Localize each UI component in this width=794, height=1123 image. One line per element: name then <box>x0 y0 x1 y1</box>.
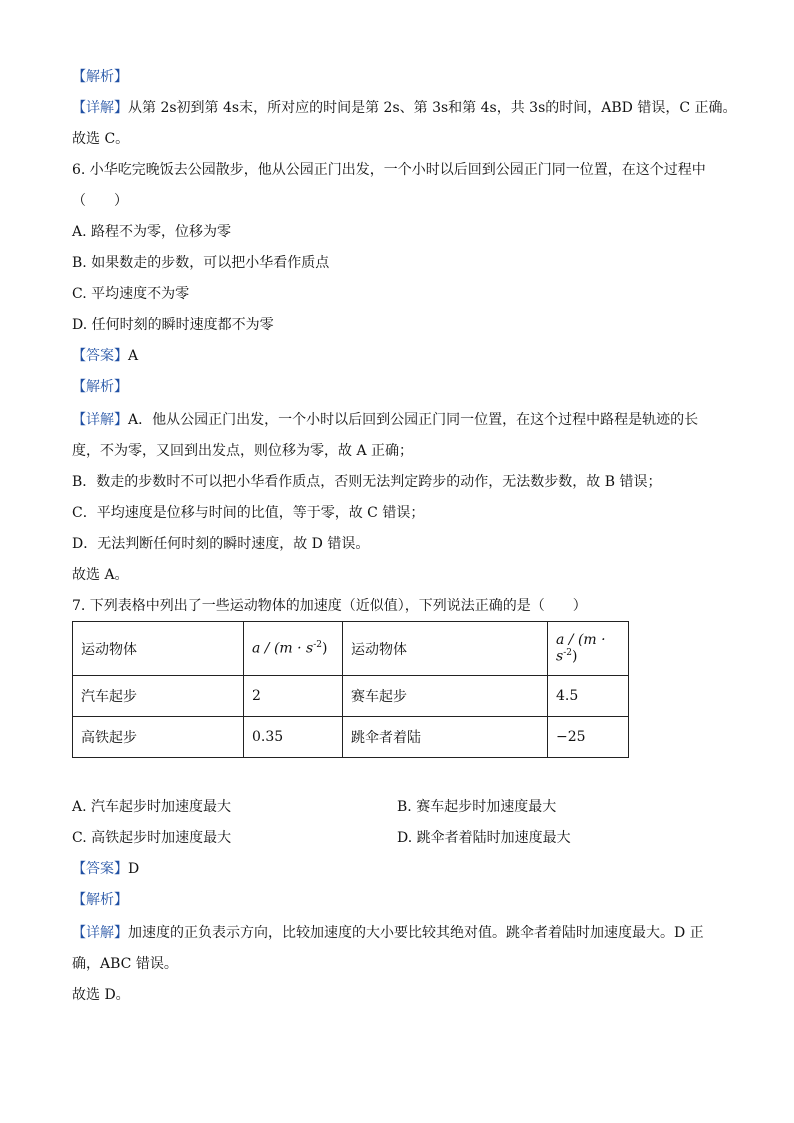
q6-option-c: C. 平均速度不为零 <box>72 286 190 302</box>
q6-answer <box>72 346 138 366</box>
q6-option-d: D. 任何时刻的瞬时速度都不为零 <box>72 317 274 333</box>
q5-detail-paragraph <box>72 98 737 118</box>
table-header-cell: 运动物体 <box>73 622 244 676</box>
unit-text: a / (m · s <box>556 632 606 665</box>
q5-detail-tag: 【详解】 <box>72 100 128 116</box>
q6-detail-line1 <box>72 410 698 430</box>
q6-stem-line1: 6. 小华吃完晚饭去公园散步，他从公园正门出发，一个小时以后回到公园正门同一位置，在这个过程中 <box>72 162 706 178</box>
q7-detail-line2: 确，ABC 错误。 <box>72 956 178 972</box>
q6-detail-tag: 【详解】 <box>72 412 128 428</box>
table-cell: 高铁起步 <box>73 717 244 758</box>
table-row <box>73 676 629 717</box>
q7-detail-tag: 【详解】 <box>72 925 128 941</box>
q6-detail-line2: 度，不为零，又回到出发点，则位移为零，故 A 正确； <box>72 443 414 459</box>
table-header-cell: 运动物体 <box>343 622 548 676</box>
q6-analysis-heading: 【解析】 <box>72 379 128 395</box>
unit-exponent: -2 <box>563 648 572 659</box>
unit-text: a / (m · s <box>252 640 314 657</box>
table-header-row <box>73 622 629 676</box>
table-cell: 2 <box>244 676 343 717</box>
table-cell: 赛车起步 <box>343 676 548 717</box>
q5-conclusion: 故选 C。 <box>72 131 130 147</box>
q7-answer-tag: 【答案】 <box>72 861 128 877</box>
unit-close: ) <box>322 640 328 657</box>
q7-answer <box>72 859 139 879</box>
q7-conclusion: 故选 D。 <box>72 987 130 1003</box>
q5-detail-text: 从第 2s初到第 4s末，所对应的时间是第 2s、第 3s和第 4s，共 3s的时间，ABD 错误，C 正确。 <box>128 100 737 116</box>
q6-option-b: B. 如果数走的步数，可以把小华看作质点 <box>72 255 330 271</box>
table-header-cell <box>244 622 343 676</box>
q7-stem: 7. 下列表格中列出了一些运动物体的加速度（近似值），下列说法正确的是（ ） <box>72 598 587 614</box>
unit-close: ) <box>571 648 578 665</box>
table-header-cell <box>548 622 629 676</box>
q5-analysis-heading: 【解析】 <box>72 69 128 85</box>
table-cell: 4.5 <box>548 676 629 717</box>
q6-conclusion: 故选 A。 <box>72 567 129 583</box>
q6-detail-line3: B．数走的步数时不可以把小华看作质点，否则无法判定跨步的动作，无法数步数，故 B 错误； <box>72 474 662 490</box>
q6-answer-tag: 【答案】 <box>72 348 128 364</box>
q6-detail-text1: A．他从公园正门出发，一个小时以后回到公园正门同一位置，在这个过程中路程是轨迹的长 <box>128 412 699 428</box>
q7-analysis-heading: 【解析】 <box>72 892 128 908</box>
q6-stem-line2: （ ） <box>72 193 128 209</box>
table-cell: 0.35 <box>244 717 343 758</box>
acceleration-table <box>72 621 629 758</box>
q7-detail-line1 <box>72 923 704 943</box>
table-cell: 汽车起步 <box>73 676 244 717</box>
q7-option-d: D. 跳伞者着陆时加速度最大 <box>397 830 571 846</box>
q7-detail-text1: 加速度的正负表示方向，比较加速度的大小要比较其绝对值。跳伞者着陆时加速度最大。D 正 <box>128 925 704 941</box>
table-cell: −25 <box>548 717 629 758</box>
q6-option-a: A. 路程不为零，位移为零 <box>72 224 232 240</box>
table-cell: 跳伞者着陆 <box>343 717 548 758</box>
q6-detail-line5: D．无法判断任何时刻的瞬时速度，故 D 错误。 <box>72 536 370 552</box>
q7-option-b: B. 赛车起步时加速度最大 <box>397 799 557 815</box>
q7-option-a: A. 汽车起步时加速度最大 <box>72 799 232 815</box>
unit-exponent: -2 <box>313 640 323 651</box>
table-row <box>73 717 629 758</box>
q7-option-c: C. 高铁起步时加速度最大 <box>72 830 232 846</box>
q6-detail-line4: C．平均速度是位移与时间的比值，等于零，故 C 错误； <box>72 505 425 521</box>
q7-answer-value: D <box>128 861 140 877</box>
q6-answer-value: A <box>128 348 139 364</box>
